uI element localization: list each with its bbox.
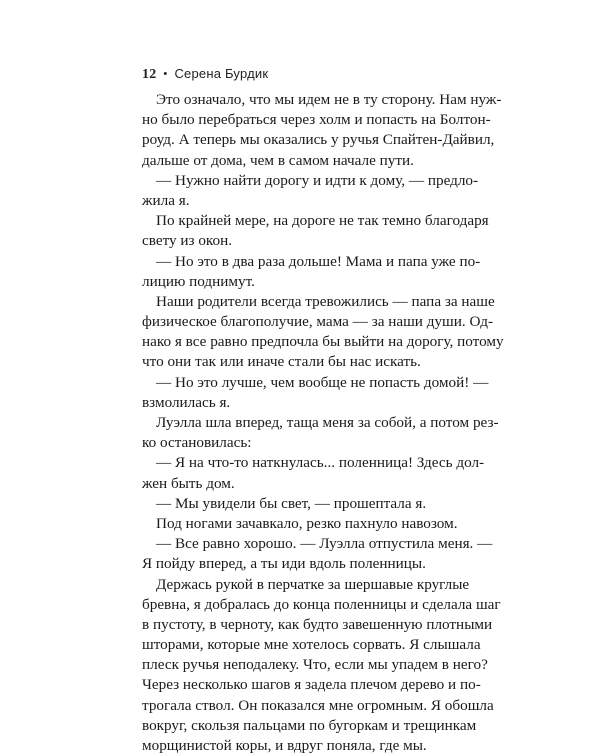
text-line: По крайней мере, на дороге не так темно благодаря: [156, 212, 489, 230]
text-line: Держась рукой в перчатке за шершавые круглые: [156, 575, 470, 593]
text-line: жила я.: [142, 191, 190, 209]
text-line: Луэлла шла вперед, таща меня за собой, а потом рез-: [156, 414, 499, 431]
header-separator: •: [163, 68, 168, 80]
text-line: — Все равно хорошо. — Луэлла отпустила меня. —: [156, 535, 493, 553]
text-line: трогала ствол. Он показался мне огромным. Я обошла: [142, 696, 494, 714]
text-line: Это означало, что мы идем не в ту сторону. Нам нуж-: [156, 91, 502, 108]
text-line: — Я на что-то наткнулась... поленница! Здесь дол-: [156, 454, 485, 472]
text-line: шторами, которые мне хотелось сорвать. Я слышала: [142, 636, 481, 654]
text-line: бревна, я добралась до конца поленницы и сделала шаг: [142, 595, 501, 613]
text-line: взмолилась я.: [142, 393, 231, 411]
text-line: — Но это лучше, чем вообще не попасть домой! —: [156, 373, 489, 391]
text-line: что они так или иначе стали бы нас искать.: [142, 353, 421, 371]
text-line: жен быть дом.: [142, 474, 235, 492]
page-number: 12: [142, 67, 157, 82]
text-line: вокруг, скользя пальцами по бугоркам и трещинкам: [142, 716, 477, 734]
text-line: дальше от дома, чем в самом начале пути.: [142, 151, 414, 169]
text-line: лицию поднимут.: [142, 272, 255, 290]
text-line: Через несколько шагов я задела плечом дерево и по-: [142, 676, 481, 694]
text-line: физическое благополучие, мама — за наши души. Од-: [142, 313, 494, 331]
author-name: Серена Бурдик: [174, 66, 269, 81]
text-line: свету из окон.: [142, 232, 233, 250]
text-line: — Мы увидели бы свет, — прошептала я.: [156, 494, 427, 512]
text-line: ко остановилась:: [142, 434, 252, 452]
text-line: — Нужно найти дорогу и идти к дому, — предло-: [156, 171, 479, 189]
text-line: нако я все равно предпочла бы выйти на дорогу, потому: [142, 333, 504, 351]
running-header: [142, 66, 268, 83]
text-line: но было перебраться через холм и попасть на Болтон-: [142, 111, 491, 129]
text-line: Под ногами зачавкало, резко пахнуло навозом.: [156, 514, 458, 532]
text-line: Наши родители всегда тревожились — папа за наше: [156, 292, 495, 310]
text-line: Я пойду вперед, а ты иди вдоль поленницы.: [142, 555, 426, 573]
text-line: плеск ручья неподалеку. Что, если мы упадем в него?: [142, 656, 488, 674]
text-line: роуд. А теперь мы оказались у ручья Спайтен-Дайвил,: [142, 131, 495, 149]
text-line: морщинистой коры, и вдруг поняла, где мы.: [142, 737, 427, 754]
body-text: [142, 90, 504, 756]
text-line: в пустоту, в черноту, как будто завешенную плотными: [142, 615, 493, 633]
text-line: — Но это в два раза дольше! Мама и папа уже по-: [156, 252, 481, 270]
